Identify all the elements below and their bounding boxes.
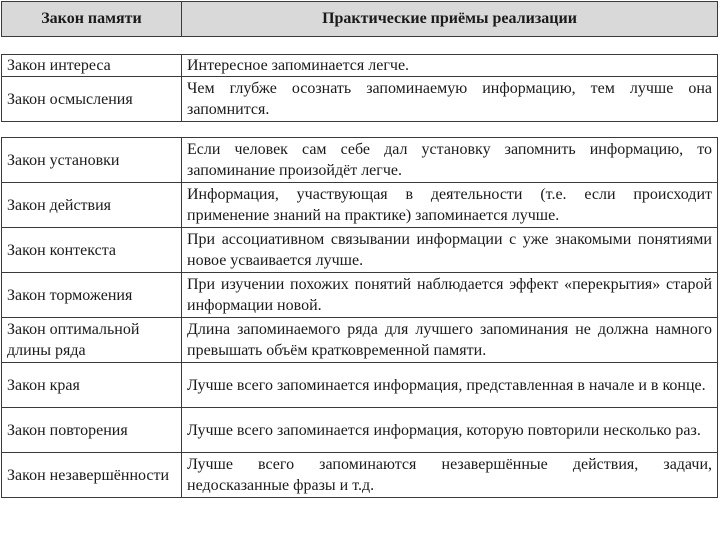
- law-description: Чем глубже осознать запоминаемую информацию, тем лучше она запомнится.: [182, 77, 718, 122]
- header-practices: Практические приёмы реализации: [182, 2, 718, 37]
- law-description: Лучше всего запоминается информация, которую повторили несколько раз.: [182, 408, 718, 453]
- law-name: Закон контекста: [2, 228, 182, 273]
- table-row: [2, 183, 718, 228]
- law-name: Закон повторения: [2, 408, 182, 453]
- law-name: Закон осмысления: [2, 77, 182, 122]
- table-row: [2, 228, 718, 273]
- table-spacer: [2, 37, 718, 55]
- law-name: Закон интереса: [2, 55, 182, 77]
- law-description: Лучше всего запоминаются незавершённые действия, задачи, недосказанные фразы и т.д.: [182, 453, 718, 498]
- table-row: [2, 138, 718, 183]
- law-description: Если человек сам себе дал установку запомнить информацию, то запоминание произойдёт легче.: [182, 138, 718, 183]
- law-description: Длина запоминаемого ряда для лучшего запоминания не должна намного превышать объём кратковременной памяти.: [182, 318, 718, 363]
- law-name: Закон торможения: [2, 273, 182, 318]
- table-row: [2, 273, 718, 318]
- memory-laws-table: [1, 1, 718, 498]
- table-spacer: [2, 122, 718, 138]
- law-description: Информация, участвующая в деятельности (т.е. если происходит применение знаний на практике) запоминается лучше.: [182, 183, 718, 228]
- law-description: Лучше всего запоминается информация, представленная в начале и в конце.: [182, 363, 718, 408]
- table-row: [2, 408, 718, 453]
- table-header-row: [2, 2, 718, 37]
- law-name: Закон оптимальной длины ряда: [2, 318, 182, 363]
- law-name: Закон края: [2, 363, 182, 408]
- law-description: При изучении похожих понятий наблюдается эффект «перекрытия» старой информации новой.: [182, 273, 718, 318]
- table-row: [2, 363, 718, 408]
- table-row: [2, 318, 718, 363]
- law-name: Закон установки: [2, 138, 182, 183]
- law-description: Интересное запоминается легче.: [182, 55, 718, 77]
- table-row: [2, 453, 718, 498]
- law-name: Закон незавершённости: [2, 453, 182, 498]
- table-row: [2, 77, 718, 122]
- law-name: Закон действия: [2, 183, 182, 228]
- header-law: Закон памяти: [2, 2, 182, 37]
- law-description: При ассоциативном связывании информации с уже знакомыми понятиями новое усваивается лучше.: [182, 228, 718, 273]
- table-row: [2, 55, 718, 77]
